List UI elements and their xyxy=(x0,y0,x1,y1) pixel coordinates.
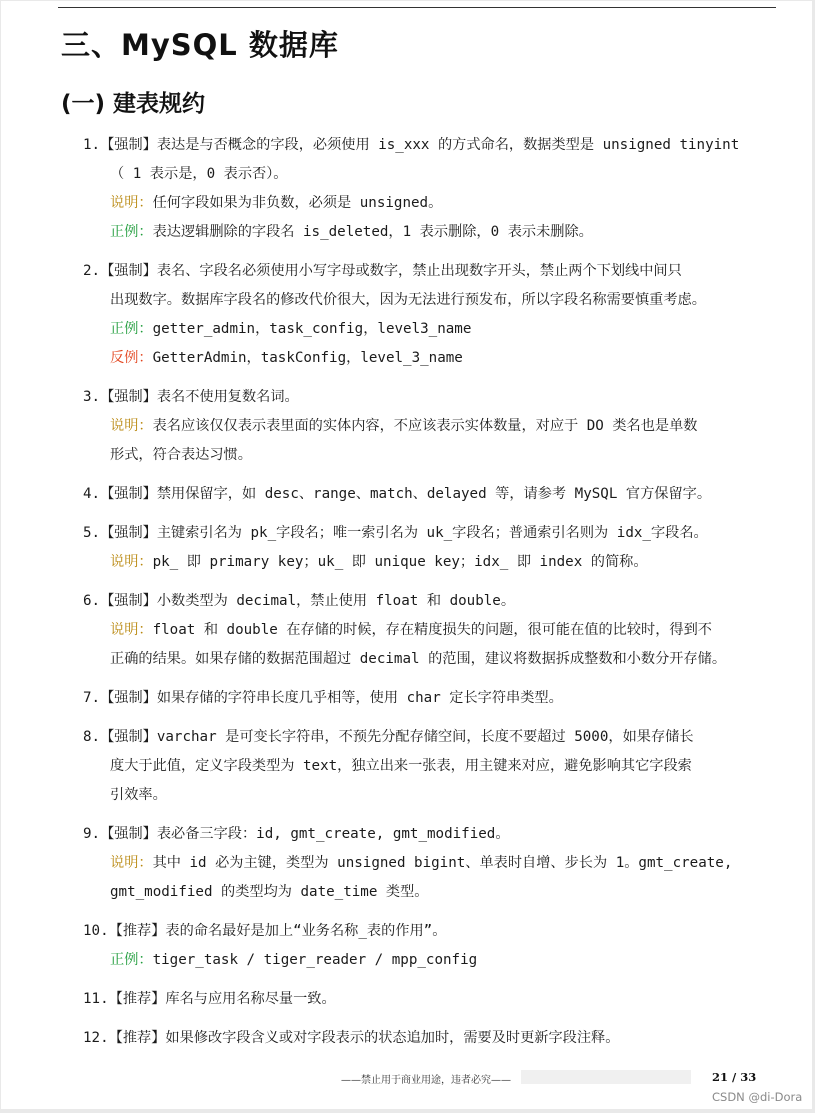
rule-gap xyxy=(83,577,782,587)
footer-notice: ——禁止用于商业用途，违者必究—— xyxy=(341,1075,511,1086)
rule-number: 6. xyxy=(83,593,101,609)
rule-text xyxy=(83,519,782,548)
rule-text xyxy=(83,480,782,509)
rule-body: 【强制】禁用保留字，如 desc、range、match、delayed 等，请参考 MySQL 官方保留字。 xyxy=(100,486,712,502)
rule-item xyxy=(83,480,782,509)
top-divider xyxy=(58,7,776,8)
rule-item xyxy=(83,383,782,470)
rule-body: 【强制】如果存储的字符串长度几乎相等，使用 char 定长字符串类型。 xyxy=(100,690,563,706)
rule-number: 4. xyxy=(83,486,101,502)
rule-body: 【强制】小数类型为 decimal，禁止使用 float 和 double。 xyxy=(100,593,516,609)
note-text: 表名应该仅仅表示表里面的实体内容，不应该表示实体数量，对应于 DO 类名也是单数 xyxy=(152,418,698,434)
rule-gap xyxy=(83,373,782,383)
rule-body: 【推荐】库名与应用名称尽量一致。 xyxy=(108,991,336,1007)
rule-text xyxy=(83,917,782,946)
rule-number: 3. xyxy=(83,389,101,405)
rule-item xyxy=(83,684,782,713)
rule-text-cont: （ 1 表示是，0 表示否）。 xyxy=(110,166,288,182)
rule-number: 2. xyxy=(83,263,101,279)
rule-body: 【推荐】表的命名最好是加上“业务名称_表的作用”。 xyxy=(108,923,447,939)
rule-note xyxy=(110,315,782,344)
rule-note xyxy=(110,218,782,247)
note-text: pk_ 即 primary key；uk_ 即 unique key；idx_ 即 index 的简称。 xyxy=(152,554,648,570)
rule-number: 12. xyxy=(83,1030,109,1046)
rule-gap xyxy=(83,810,782,820)
footer-bar xyxy=(521,1070,691,1084)
rule-note xyxy=(110,645,782,674)
note-label: 说明： xyxy=(110,418,153,434)
note-text: 任何字段如果为非负数，必须是 unsigned。 xyxy=(152,195,443,211)
note-text: gmt_modified 的类型均为 date_time 类型。 xyxy=(110,884,429,900)
rule-gap xyxy=(83,674,782,684)
note-label: 说明： xyxy=(110,195,153,211)
note-label: 说明： xyxy=(110,622,153,638)
note-text: float 和 double 在存储的时候，存在精度损失的问题，很可能在值的比较时，得到不 xyxy=(152,622,712,638)
rule-text-cont: 出现数字。数据库字段名的修改代价很大，因为无法进行预发布，所以字段名称需要慎重考虑。 xyxy=(110,292,706,308)
rule-number: 11. xyxy=(83,991,109,1007)
rule-text xyxy=(83,985,782,1014)
document-page xyxy=(1,1,812,1109)
rule-item xyxy=(83,587,782,674)
rule-text xyxy=(83,383,782,412)
rule-number: 7. xyxy=(83,690,101,706)
page-number: 21 / 33 xyxy=(712,1070,757,1084)
rule-gap xyxy=(83,975,782,985)
rule-body: 【强制】主键索引名为 pk_字段名；唯一索引名为 uk_字段名；普通索引名则为 idx_字段名。 xyxy=(100,525,708,541)
rule-body: 【强制】varchar 是可变长字符串，不预先分配存储空间，长度不要超过 5000，如果存储长 xyxy=(100,729,694,745)
rule-item xyxy=(83,1024,782,1053)
rule-number: 9. xyxy=(83,826,101,842)
rule-text xyxy=(83,587,782,616)
rule-gap xyxy=(83,907,782,917)
rule-gap xyxy=(83,509,782,519)
rule-gap xyxy=(83,1014,782,1024)
rule-text xyxy=(83,684,782,713)
note-label: 反例： xyxy=(110,350,153,366)
note-text: GetterAdmin，taskConfig，level_3_name xyxy=(152,350,463,366)
rule-number: 10. xyxy=(83,923,109,939)
rule-note xyxy=(110,616,782,645)
subsection-heading: (一) 建表规约 xyxy=(61,91,206,117)
rule-note xyxy=(110,849,782,878)
note-text: 表达逻辑删除的字段名 is_deleted，1 表示删除，0 表示未删除。 xyxy=(152,224,593,240)
rule-text xyxy=(83,1024,782,1053)
rule-number: 8. xyxy=(83,729,101,745)
rule-item xyxy=(83,820,782,907)
note-text: getter_admin，task_config，level3_name xyxy=(152,321,472,337)
rule-body: 【强制】表达是与否概念的字段，必须使用 is_xxx 的方式命名，数据类型是 unsigned tinyint xyxy=(100,137,740,153)
rule-body: 【强制】表名、字段名必须使用小写字母或数字，禁止出现数字开头，禁止两个下划线中间只 xyxy=(100,263,682,279)
rule-text xyxy=(83,257,782,286)
note-label: 正例： xyxy=(110,952,153,968)
rule-number: 1. xyxy=(83,137,101,153)
note-text: 其中 id 必为主键，类型为 unsigned bigint、单表时自增、步长为 1。gmt_create, xyxy=(152,855,733,871)
rule-text xyxy=(83,723,782,752)
rule-note xyxy=(110,441,782,470)
rules-list xyxy=(83,131,782,1053)
note-label: 说明： xyxy=(110,855,153,871)
rule-item xyxy=(83,917,782,975)
rule-item xyxy=(83,985,782,1014)
note-text: 正确的结果。如果存储的数据范围超过 decimal 的范围，建议将数据拆成整数和小数分开存储。 xyxy=(110,651,727,667)
rule-text-cont: 引效率。 xyxy=(110,787,167,803)
rule-body: 【推荐】如果修改字段含义或对字段表示的状态追加时，需要及时更新字段注释。 xyxy=(108,1030,620,1046)
rule-note xyxy=(110,189,782,218)
rule-gap xyxy=(83,713,782,723)
rule-item xyxy=(83,723,782,810)
rule-item xyxy=(83,131,782,247)
note-text: 形式，符合表达习惯。 xyxy=(110,447,252,463)
rule-number: 5. xyxy=(83,525,101,541)
note-text: tiger_task / tiger_reader / mpp_config xyxy=(152,952,478,968)
rule-item xyxy=(83,257,782,373)
note-label: 正例： xyxy=(110,224,153,240)
rule-body: 【强制】表必备三字段：id, gmt_create, gmt_modified。 xyxy=(100,826,510,842)
note-label: 正例： xyxy=(110,321,153,337)
rule-gap xyxy=(83,247,782,257)
rule-text-cont: 度大于此值，定义字段类型为 text，独立出来一张表，用主键来对应，避免影响其它字段索 xyxy=(110,758,692,774)
rule-note xyxy=(110,344,782,373)
rule-item xyxy=(83,519,782,577)
rule-gap xyxy=(83,470,782,480)
rule-body: 【强制】表名不使用复数名词。 xyxy=(100,389,299,405)
rule-text xyxy=(83,131,782,160)
watermark: CSDN @di-Dora xyxy=(712,1090,803,1104)
section-heading: 三、MySQL 数据库 xyxy=(61,28,339,62)
rule-note xyxy=(110,412,782,441)
rule-text xyxy=(83,820,782,849)
rule-note xyxy=(110,946,782,975)
note-label: 说明： xyxy=(110,554,153,570)
rule-note xyxy=(110,878,782,907)
rule-note xyxy=(110,548,782,577)
